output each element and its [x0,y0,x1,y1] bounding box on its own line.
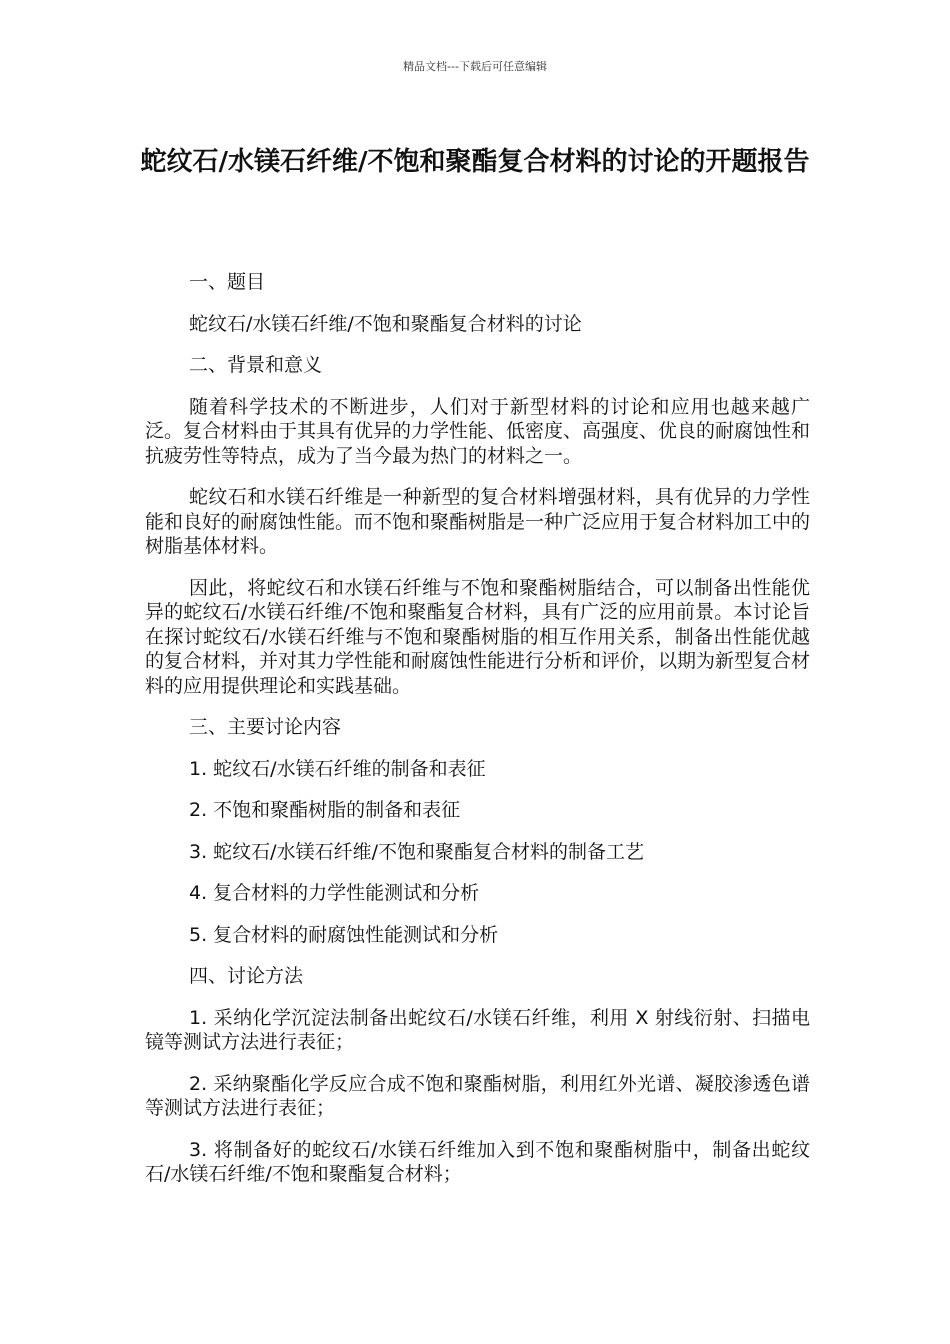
section-heading-background: 二、背景和意义 [189,354,323,376]
content-item-4: 4. 复合材料的力学性能测试和分析 [189,882,480,904]
method-item-2: 2. 采纳聚酯化学反应合成不饱和聚酯树脂，利用红外光谱、凝胶渗透色谱等测试方法进行表征； [145,1072,810,1119]
document-title: 蛇纹石/水镁石纤维/不饱和聚酯复合材料的讨论的开题报告 [140,147,810,177]
content-item-2: 2. 不饱和聚酯树脂的制备和表征 [189,799,461,821]
page-header: 精品文档---下载后可任意编辑 [403,60,547,73]
content-item-1: 1. 蛇纹石/水镁石纤维的制备和表征 [189,757,486,780]
section-heading-topic: 一、题目 [189,271,266,293]
method-item-1: 1. 采纳化学沉淀法制备出蛇纹石/水镁石纤维，利用 X 射线衍射、扫描电镜等测试方法进行表征； [145,1006,810,1053]
content-item-3: 3. 蛇纹石/水镁石纤维/不饱和聚酯复合材料的制备工艺 [189,840,644,863]
section-heading-content: 三、主要讨论内容 [189,716,342,738]
section-heading-methods: 四、讨论方法 [189,965,304,987]
background-paragraph-2: 蛇纹石和水镁石纤维是一种新型的复合材料增强材料，具有优异的力学性能和良好的耐腐蚀性能。而不饱和聚酯树脂是一种广泛应用于复合材料加工中的树脂基体材料。 [145,486,811,557]
background-paragraph-1: 随着科学技术的不断进步，人们对于新型材料的讨论和应用也越来越广泛。复合材料由于其具有优异的力学性能、低密度、高强度、优良的耐腐蚀性和抗疲劳性等特点，成为了当今最为热门的材料之一。 [145,395,811,467]
method-item-3: 3. 将制备好的蛇纹石/水镁石纤维加入到不饱和聚酯树脂中，制备出蛇纹石/水镁石纤维/不饱和聚酯复合材料； [145,1138,810,1185]
topic-text: 蛇纹石/水镁石纤维/不饱和聚酯复合材料的讨论 [189,312,582,335]
content-item-5: 5. 复合材料的耐腐蚀性能测试和分析 [189,923,499,946]
background-paragraph-3: 因此，将蛇纹石和水镁石纤维与不饱和聚酯树脂结合，可以制备出性能优异的蛇纹石/水镁石纤维/不饱和聚酯复合材料，具有广泛的应用前景。本讨论旨在探讨蛇纹石/水镁石纤维与不饱和聚酯树脂的相互作用关系，制备出性能优越的复合材料，并对其力学性能和耐腐蚀性能进行分析和评价，以期为新型复合材料的应用提供理论和实践基础。 [145,576,811,697]
document-body [145,270,810,1204]
